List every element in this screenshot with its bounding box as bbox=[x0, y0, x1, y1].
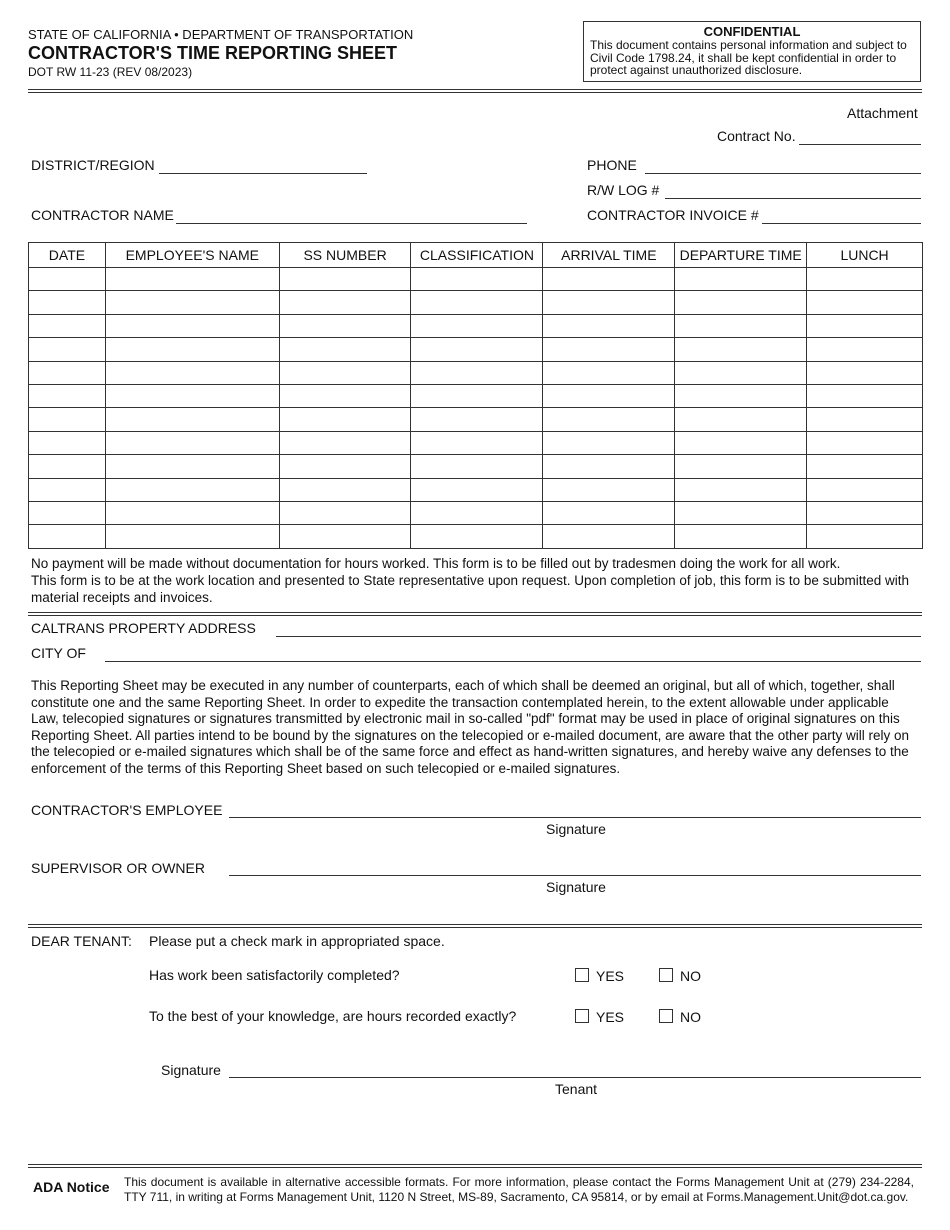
contractor-name-field[interactable] bbox=[176, 223, 527, 224]
signature-caption: Signature bbox=[546, 879, 606, 895]
table-cell[interactable] bbox=[105, 314, 279, 337]
table-cell[interactable] bbox=[279, 291, 411, 314]
city-label: CITY OF bbox=[31, 645, 86, 661]
table-row bbox=[29, 384, 923, 407]
table-cell[interactable] bbox=[411, 525, 543, 548]
table-cell[interactable] bbox=[279, 361, 411, 384]
table-cell[interactable] bbox=[807, 501, 923, 524]
column-header: EMPLOYEE'S NAME bbox=[105, 243, 279, 268]
table-cell[interactable] bbox=[279, 314, 411, 337]
table-cell[interactable] bbox=[807, 525, 923, 548]
table-cell[interactable] bbox=[411, 455, 543, 478]
table-cell[interactable] bbox=[675, 384, 807, 407]
time-reporting-table bbox=[28, 242, 923, 549]
section-divider bbox=[28, 612, 922, 616]
confidential-box bbox=[583, 21, 921, 82]
payment-note bbox=[31, 555, 921, 606]
district-region-label: DISTRICT/REGION bbox=[31, 157, 155, 173]
table-cell[interactable] bbox=[411, 268, 543, 291]
confidential-title: CONFIDENTIAL bbox=[703, 24, 801, 39]
table-cell[interactable] bbox=[543, 431, 675, 454]
table-cell[interactable] bbox=[675, 525, 807, 548]
table-cell[interactable] bbox=[29, 338, 106, 361]
supervisor-signature-line[interactable] bbox=[229, 875, 921, 876]
table-cell[interactable] bbox=[29, 268, 106, 291]
work-completed-no-checkbox[interactable] bbox=[659, 968, 673, 982]
department-line: STATE OF CALIFORNIA • DEPARTMENT OF TRANSPORTATION bbox=[28, 27, 414, 42]
table-row bbox=[29, 361, 923, 384]
table-cell[interactable] bbox=[807, 268, 923, 291]
table-cell[interactable] bbox=[675, 268, 807, 291]
table-cell[interactable] bbox=[675, 408, 807, 431]
table-cell[interactable] bbox=[29, 361, 106, 384]
table-cell[interactable] bbox=[807, 291, 923, 314]
table-cell[interactable] bbox=[543, 408, 675, 431]
table-cell[interactable] bbox=[105, 501, 279, 524]
table-cell[interactable] bbox=[675, 455, 807, 478]
contractor-name-label: CONTRACTOR NAME bbox=[31, 207, 174, 223]
table-cell[interactable] bbox=[411, 338, 543, 361]
table-cell[interactable] bbox=[105, 384, 279, 407]
table-cell[interactable] bbox=[543, 501, 675, 524]
table-cell[interactable] bbox=[543, 268, 675, 291]
table-cell[interactable] bbox=[807, 431, 923, 454]
table-cell[interactable] bbox=[807, 361, 923, 384]
signature-caption: Signature bbox=[546, 821, 606, 837]
table-cell[interactable] bbox=[105, 408, 279, 431]
table-cell[interactable] bbox=[29, 525, 106, 548]
work-completed-yes-checkbox[interactable] bbox=[575, 968, 589, 982]
contractor-invoice-label: CONTRACTOR INVOICE # bbox=[587, 207, 759, 223]
column-header: DATE bbox=[29, 243, 106, 268]
header-divider bbox=[28, 89, 922, 93]
city-field[interactable] bbox=[105, 661, 921, 662]
hours-recorded-yes-checkbox[interactable] bbox=[575, 1009, 589, 1023]
no-label: NO bbox=[680, 968, 701, 984]
table-cell[interactable] bbox=[543, 338, 675, 361]
table-cell[interactable] bbox=[543, 384, 675, 407]
ada-notice-label: ADA Notice bbox=[33, 1179, 110, 1195]
contract-no-label: Contract No. bbox=[717, 128, 796, 144]
contractor-employee-label: CONTRACTOR'S EMPLOYEE bbox=[31, 802, 223, 818]
table-cell[interactable] bbox=[675, 478, 807, 501]
table-cell[interactable] bbox=[543, 291, 675, 314]
table-cell[interactable] bbox=[543, 361, 675, 384]
rw-log-field[interactable] bbox=[665, 198, 921, 199]
table-cell[interactable] bbox=[807, 338, 923, 361]
table-row bbox=[29, 408, 923, 431]
table-cell[interactable] bbox=[807, 408, 923, 431]
table-cell[interactable] bbox=[105, 525, 279, 548]
table-cell[interactable] bbox=[411, 384, 543, 407]
property-address-field[interactable] bbox=[276, 636, 921, 637]
contract-no-field[interactable] bbox=[799, 144, 921, 145]
form-title: CONTRACTOR'S TIME REPORTING SHEET bbox=[28, 43, 397, 63]
table-cell[interactable] bbox=[105, 338, 279, 361]
footer-divider bbox=[28, 1164, 922, 1168]
table-cell[interactable] bbox=[105, 361, 279, 384]
table-cell[interactable] bbox=[675, 291, 807, 314]
table-cell[interactable] bbox=[105, 268, 279, 291]
question-work-completed: Has work been satisfactorily completed? bbox=[149, 967, 400, 983]
table-cell[interactable] bbox=[807, 384, 923, 407]
table-cell[interactable] bbox=[29, 384, 106, 407]
table-cell[interactable] bbox=[279, 501, 411, 524]
section-divider bbox=[28, 924, 922, 928]
table-cell[interactable] bbox=[543, 455, 675, 478]
table-cell[interactable] bbox=[29, 291, 106, 314]
district-region-field[interactable] bbox=[159, 173, 367, 174]
table-cell[interactable] bbox=[675, 361, 807, 384]
contractor-invoice-field[interactable] bbox=[762, 223, 921, 224]
table-cell[interactable] bbox=[105, 455, 279, 478]
table-cell[interactable] bbox=[411, 501, 543, 524]
table-header-row bbox=[29, 243, 923, 268]
table-cell[interactable] bbox=[279, 408, 411, 431]
table-cell[interactable] bbox=[29, 314, 106, 337]
table-cell[interactable] bbox=[279, 455, 411, 478]
table-cell[interactable] bbox=[675, 338, 807, 361]
table-cell[interactable] bbox=[675, 501, 807, 524]
table-cell[interactable] bbox=[279, 478, 411, 501]
column-header: LUNCH bbox=[807, 243, 923, 268]
supervisor-label: SUPERVISOR OR OWNER bbox=[31, 860, 205, 876]
no-label: NO bbox=[680, 1009, 701, 1025]
table-cell[interactable] bbox=[807, 455, 923, 478]
column-header: DEPARTURE TIME bbox=[675, 243, 807, 268]
table-row bbox=[29, 478, 923, 501]
table-cell[interactable] bbox=[29, 478, 106, 501]
payment-note-line1: No payment will be made without documentation for hours worked. This form is to be filled out by tradesmen doing the work for all work. bbox=[31, 556, 841, 571]
table-row bbox=[29, 268, 923, 291]
table-cell[interactable] bbox=[279, 525, 411, 548]
table-row bbox=[29, 291, 923, 314]
form-number: DOT RW 11-23 (REV 08/2023) bbox=[28, 65, 193, 79]
table-body bbox=[29, 268, 923, 549]
table-row bbox=[29, 431, 923, 454]
ada-notice-text: This document is available in alternative accessible formats. For more information, please contact the Forms Management Unit at (279) 234-2284, TTY 711, in writing at Forms Management Unit, 1120 N Street, MS-89, Sacramento, CA 95814, or by email at Forms.Management.Unit@dot.ca.gov. bbox=[124, 1175, 914, 1204]
table-cell[interactable] bbox=[807, 478, 923, 501]
table-cell[interactable] bbox=[279, 338, 411, 361]
table-cell[interactable] bbox=[675, 431, 807, 454]
property-address-label: CALTRANS PROPERTY ADDRESS bbox=[31, 620, 256, 636]
table-cell[interactable] bbox=[675, 314, 807, 337]
table-cell[interactable] bbox=[411, 291, 543, 314]
table-row bbox=[29, 501, 923, 524]
table-row bbox=[29, 338, 923, 361]
table-row bbox=[29, 525, 923, 548]
confidential-text: This document contains personal information and subject to Civil Code 1798.24, it shall be kept confidential in order to protect against unauthorized disclosure. bbox=[590, 38, 907, 77]
table-row bbox=[29, 314, 923, 337]
table-cell[interactable] bbox=[543, 314, 675, 337]
attachment-label: Attachment bbox=[847, 105, 918, 121]
contractor-employee-signature-line[interactable] bbox=[229, 817, 921, 818]
yes-label: YES bbox=[596, 1009, 625, 1025]
payment-note-line2: This form is to be at the work location and presented to State representative upon request. Upon completion of job, this form is to be submitted with material receipts and invoices. bbox=[31, 573, 909, 605]
table-cell[interactable] bbox=[279, 384, 411, 407]
hours-recorded-no-checkbox[interactable] bbox=[659, 1009, 673, 1023]
phone-field[interactable] bbox=[645, 173, 921, 174]
table-cell[interactable] bbox=[279, 268, 411, 291]
phone-label: PHONE bbox=[587, 157, 637, 173]
tenant-signature-line[interactable] bbox=[229, 1077, 921, 1078]
table-cell[interactable] bbox=[543, 478, 675, 501]
table-cell[interactable] bbox=[29, 408, 106, 431]
table-cell[interactable] bbox=[279, 431, 411, 454]
column-header: ARRIVAL TIME bbox=[543, 243, 675, 268]
table-cell[interactable] bbox=[411, 408, 543, 431]
tenant-signature-label: Signature bbox=[161, 1062, 221, 1078]
dear-tenant-label: DEAR TENANT: bbox=[31, 933, 132, 949]
question-hours-recorded: To the best of your knowledge, are hours recorded exactly? bbox=[149, 1008, 517, 1024]
tenant-caption: Tenant bbox=[555, 1081, 598, 1097]
tenant-instruction: Please put a check mark in appropriated space. bbox=[149, 933, 445, 949]
table-cell[interactable] bbox=[411, 314, 543, 337]
table-row bbox=[29, 455, 923, 478]
table-cell[interactable] bbox=[29, 501, 106, 524]
table-cell[interactable] bbox=[29, 455, 106, 478]
column-header: CLASSIFICATION bbox=[411, 243, 543, 268]
rw-log-label: R/W LOG # bbox=[587, 182, 660, 198]
table-cell[interactable] bbox=[807, 314, 923, 337]
table-cell[interactable] bbox=[411, 361, 543, 384]
yes-label: YES bbox=[596, 968, 625, 984]
table-cell[interactable] bbox=[29, 431, 106, 454]
table-cell[interactable] bbox=[105, 478, 279, 501]
table-cell[interactable] bbox=[105, 291, 279, 314]
column-header: SS NUMBER bbox=[279, 243, 411, 268]
table-cell[interactable] bbox=[411, 431, 543, 454]
table-cell[interactable] bbox=[411, 478, 543, 501]
table-cell[interactable] bbox=[105, 431, 279, 454]
counterparts-clause: This Reporting Sheet may be executed in any number of counterparts, each of which shall be deemed an original, but all of which, together, shall constitute one and the same Reporting Sheet. In order to expedite the transaction contemplated herein, to the extent allowable under applicable Law, telecopied signatures or signatures transmitted by electronic mail in so-called "pdf" format may be used in place of original signatures on this Reporting Sheet. All parties intend to be bound by the signatures on the telecopied or e-mailed document, are aware that the other party will rely on the telecopied or e-mailed signatures which shall be of the same force and effect as hand-written signatures, and hereby waive any defenses to the enforcement of the terms of this Reporting Sheet based on such telecopied or e-mailed signatures. bbox=[31, 678, 910, 776]
table-cell[interactable] bbox=[543, 525, 675, 548]
